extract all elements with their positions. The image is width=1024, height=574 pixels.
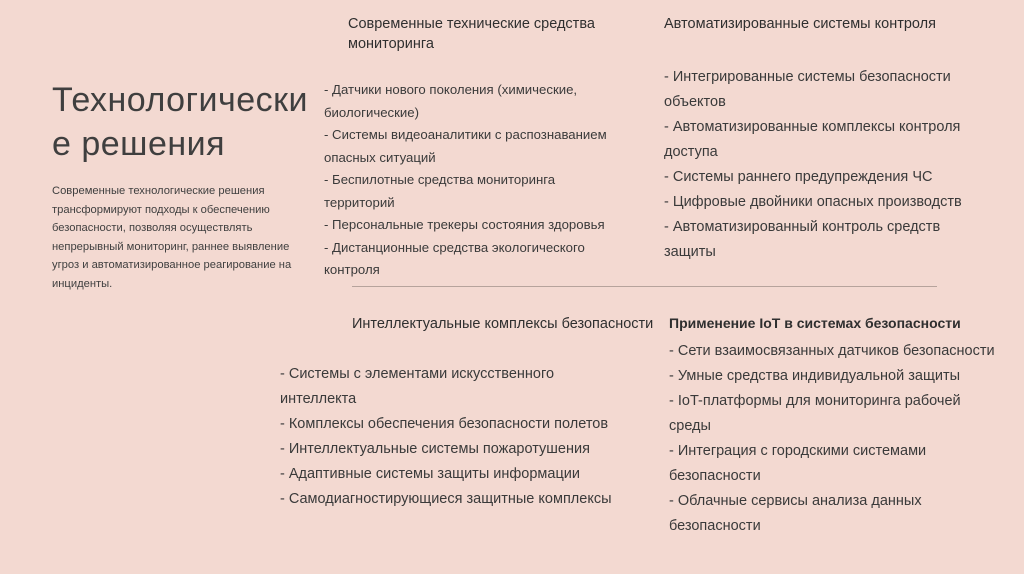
list-item: - Самодиагностирующиеся защитные комплексы [280,491,612,507]
list-item: - Автоматизированные комплексы контроля доступа [664,119,961,160]
intelligent-heading: Интеллектуальные комплексы безопасности [352,316,654,332]
iot-block [669,313,999,539]
intelligent-block [280,314,692,512]
list-item: - Дистанционные средства экологического контроля [324,239,585,277]
control-block [664,14,994,265]
list-item: - Персональные трекеры состояния здоровья [324,217,605,232]
list-item: - Интегрированные системы безопасности объектов [664,69,951,110]
list-item: - Умные средства индивидуальной защиты [669,368,961,384]
intelligent-list [280,362,630,512]
list-item: - Комплексы обеспечения безопасности полетов [280,416,609,432]
list-item: - Беспилотные средства мониторинга территорий [324,172,556,210]
list-item: - Системы раннего предупреждения ЧС [664,169,933,185]
list-item: - Датчики нового поколения (химические, биологические) [324,82,578,120]
slide-title: Технологически е решения [52,81,308,163]
list-item: - IoT-платформы для мониторинга рабочей среды [669,393,961,434]
monitoring-heading: Современные технические средства мониторинга [348,16,595,52]
control-heading: Автоматизированные системы контроля [664,16,936,32]
control-list [664,65,994,265]
iot-heading: Применение IoT в системах безопасности [669,315,961,331]
list-item: - Облачные сервисы анализа данных безопасности [669,493,922,534]
list-item: - Сети взаимосвязанных датчиков безопасности [669,343,995,359]
list-item: - Автоматизированный контроль средств защиты [664,219,941,260]
iot-list [669,339,999,539]
intro-text: Современные технологические решения трансформируют подходы к обеспечению безопасности, позволяя осуществлять непрерывный мониторинг, раннее выявление угроз и автоматизированное реагирование на инциденты. [52,185,292,290]
section-divider [352,286,937,287]
monitoring-block [324,14,618,282]
list-item: - Системы с элементами искусственного интеллекта [280,366,555,407]
list-item: - Интеграция с городскими системами безопасности [669,443,927,484]
monitoring-list [324,79,624,282]
list-item: - Системы видеоаналитики с распознаванием опасных ситуаций [324,127,607,165]
list-item: - Цифровые двойники опасных производств [664,194,962,210]
list-item: - Адаптивные системы защиты информации [280,466,580,482]
list-item: - Интеллектуальные системы пожаротушения [280,441,590,457]
